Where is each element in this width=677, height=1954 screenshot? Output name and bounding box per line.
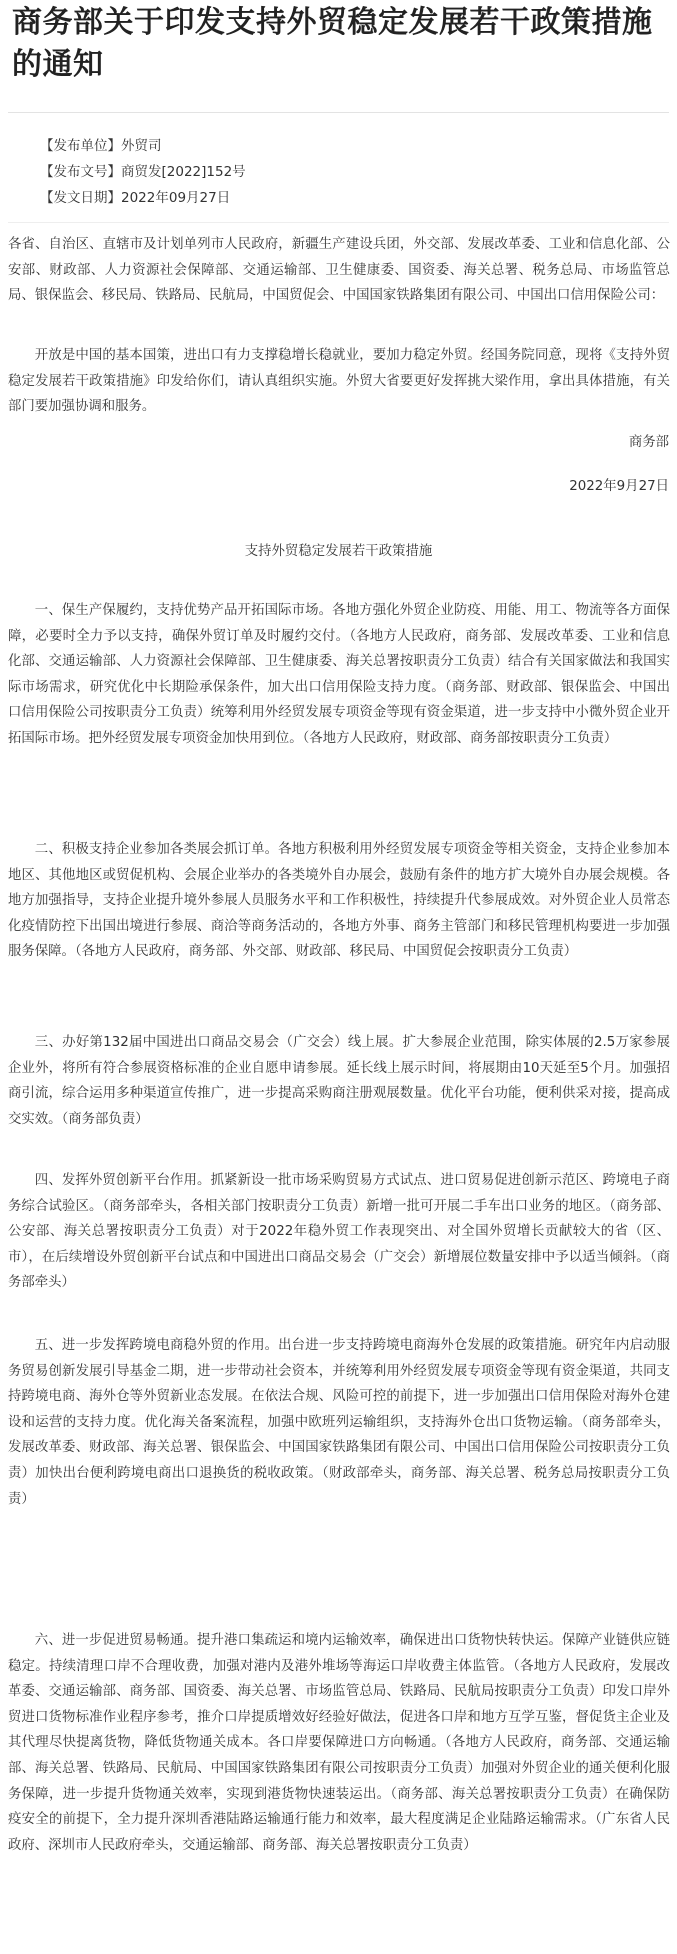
- meta-date-label: 【发文日期】: [40, 190, 121, 206]
- meta-issuer-value: 外贸司: [121, 138, 162, 154]
- meta-issuer-label: 【发布单位】: [40, 138, 121, 154]
- meta-issuer-row: [40, 133, 640, 159]
- meta-date-row: [40, 185, 640, 211]
- meta-divider: [8, 222, 669, 223]
- signer: 商务部: [628, 435, 669, 450]
- measure-1-block: [8, 598, 670, 752]
- measure-4-block: [8, 1168, 670, 1296]
- measure-3-block: [8, 1030, 670, 1132]
- measure-2-block: [8, 837, 670, 965]
- addressee: 各省、自治区、直辖市及计划单列市人民政府，新疆生产建设兵团，外交部、发展改革委、工业和信息化部、公安部、财政部、人力资源社会保障部、交通运输部、卫生健康委、国资委、海关总署、税务总局、市场监管总局、银保监会、移民局、铁路局、民航局，中国贸促会、中国国家铁路集团有限公司、中国出口信用保险公司：: [8, 237, 670, 304]
- measure-6-block: [8, 1628, 670, 1858]
- measure-paragraph: 一、保生产保履约，支持优势产品开拓国际市场。各地方强化外贸企业防疫、用能、用工、物流等各方面保障，必要时全力予以支持，确保外贸订单及时履约交付。（各地方人民政府，商务部、发展改革委、工业和信息化部、交通运输部、人力资源社会保障部、卫生健康委、海关总署按职责分工负责）结合有关国家做法和我国实际市场需求，研究优化中长期险承保条件，加大出口信用保险支持力度。（商务部、财政部、银保监会、中国出口信用保险公司按职责分工负责）统筹利用外经贸发展专项资金等现有资金渠道，进一步支持中小微外贸企业开拓国际市场。把外经贸发展专项资金加快用到位。（各地方人民政府，财政部、商务部按职责分工负责）: [8, 603, 670, 746]
- title-divider: [8, 112, 669, 113]
- measure-paragraph: 二、积极支持企业参加各类展会抓订单。各地方积极利用外经贸发展专项资金等相关资金，支持企业参加本地区、其他地区或贸促机构、会展企业举办的各类境外自办展会，鼓励有条件的地方扩大境外自办展会规模。各地方加强指导，支持企业提升境外参展人员服务水平和工作积极性，持续提升代参展成效。对外贸企业人员常态化疫情防控下出国出境进行参展、商洽等商务活动的，各地方外事、商务主管部门和移民管理机构要进一步加强服务保障。（各地方人民政府，商务部、外交部、财政部、移民局、中国贸促会按职责分工负责）: [8, 842, 670, 960]
- measure-paragraph: 五、进一步发挥跨境电商稳外贸的作用。出台进一步支持跨境电商海外仓发展的政策措施。研究年内启动服务贸易创新发展引导基金二期，进一步带动社会资本，并统筹利用外经贸发展专项资金等现有资金渠道，共同支持跨境电商、海外仓等外贸新业态发展。在依法合规、风险可控的前提下，进一步加强出口信用保险对海外仓建设和运营的支持力度。优化海关备案流程，加强中欧班列运输组织，支持海外仓出口货物运输。（商务部牵头，发展改革委、财政部、海关总署、银保监会、中国国家铁路集团有限公司、中国出口信用保险公司按职责分工负责）加快出台便利跨境电商出口退换货的税收政策。（财政部牵头，商务部、海关总署、税务总局按职责分工负责）: [8, 1338, 670, 1507]
- measure-paragraph: 四、发挥外贸创新平台作用。抓紧新设一批市场采购贸易方式试点、进口贸易促进创新示范区、跨境电子商务综合试验区。（商务部牵头，各相关部门按职责分工负责）新增一批可开展二手车出口业务的地区。（商务部、公安部、海关总署按职责分工负责）对于2022年稳外贸工作表现突出、对全国外贸增长贡献较大的省（区、市），在后续增设外贸创新平台试点和中国进出口商品交易会（广交会）新增展位数量安排中予以适当倾斜。（商务部牵头）: [8, 1173, 670, 1291]
- meta-date-value: 2022年09月27日: [121, 190, 231, 206]
- document-title: 商务部关于印发支持外贸稳定发展若干政策措施的通知: [12, 5, 653, 82]
- intro-paragraph: 开放是中国的基本国策，进出口有力支撑稳增长稳就业，要加力稳定外贸。经国务院同意，现将《支持外贸稳定发展若干政策措施》印发给你们，请认真组织实施。外贸大省要更好发挥挑大梁作用，拿出具体措施，有关部门要加强协调和服务。: [8, 348, 670, 415]
- measure-paragraph: 三、办好第132届中国进出口商品交易会（广交会）线上展。扩大参展企业范围，除实体展的2.5万家参展企业外，将所有符合参展资格标准的企业自愿申请参展。延长线上展示时间，将展期由10天延至5个月。加强招商引流，综合运用多种渠道宣传推广，进一步提高采购商注册观展数量。优化平台功能，便利供采对接，提高成交实效。（商务部负责）: [8, 1035, 670, 1127]
- sign-date: 2022年9月27日: [569, 479, 669, 494]
- meta-docnum-label: 【发布文号】: [40, 164, 121, 180]
- measure-paragraph: 六、进一步促进贸易畅通。提升港口集疏运和境内运输效率，确保进出口货物快转快运。保障产业链供应链稳定。持续清理口岸不合理收费，加强对港内及港外堆场等海运口岸收费主体监管。（各地方人民政府，发展改革委、交通运输部、商务部、国资委、海关总署、市场监管总局、铁路局、民航局按职责分工负责）印发口岸外贸进口货物标准作业程序参考，推介口岸提质增效好经验好做法，促进各口岸和地方互学互鉴，督促货主企业及其代理尽快提离货物，降低货物通关成本。各口岸要保障进口方向畅通。（各地方人民政府，商务部、交通运输部、海关总署、铁路局、民航局、中国国家铁路集团有限公司按职责分工负责）加强对外贸企业的通关便利化服务保障，进一步提升货物通关效率，实现到港货物快速装运出。（商务部、海关总署按职责分工负责）在确保防疫安全的前提下，全力提升深圳香港陆路运输通行能力和效率，最大程度满足企业陆路运输需求。（广东省人民政府、深圳市人民政府牵头，交通运输部、商务部、海关总署按职责分工负责）: [8, 1633, 670, 1853]
- annex-title: 支持外贸稳定发展若干政策措施: [244, 544, 433, 559]
- addressee-block: [8, 232, 670, 309]
- intro-block: [8, 343, 670, 420]
- meta-docnum-value: 商贸发[2022]152号: [121, 164, 246, 180]
- document-meta: [40, 133, 640, 211]
- meta-docnum-row: [40, 159, 640, 185]
- measure-5-block: [8, 1333, 670, 1512]
